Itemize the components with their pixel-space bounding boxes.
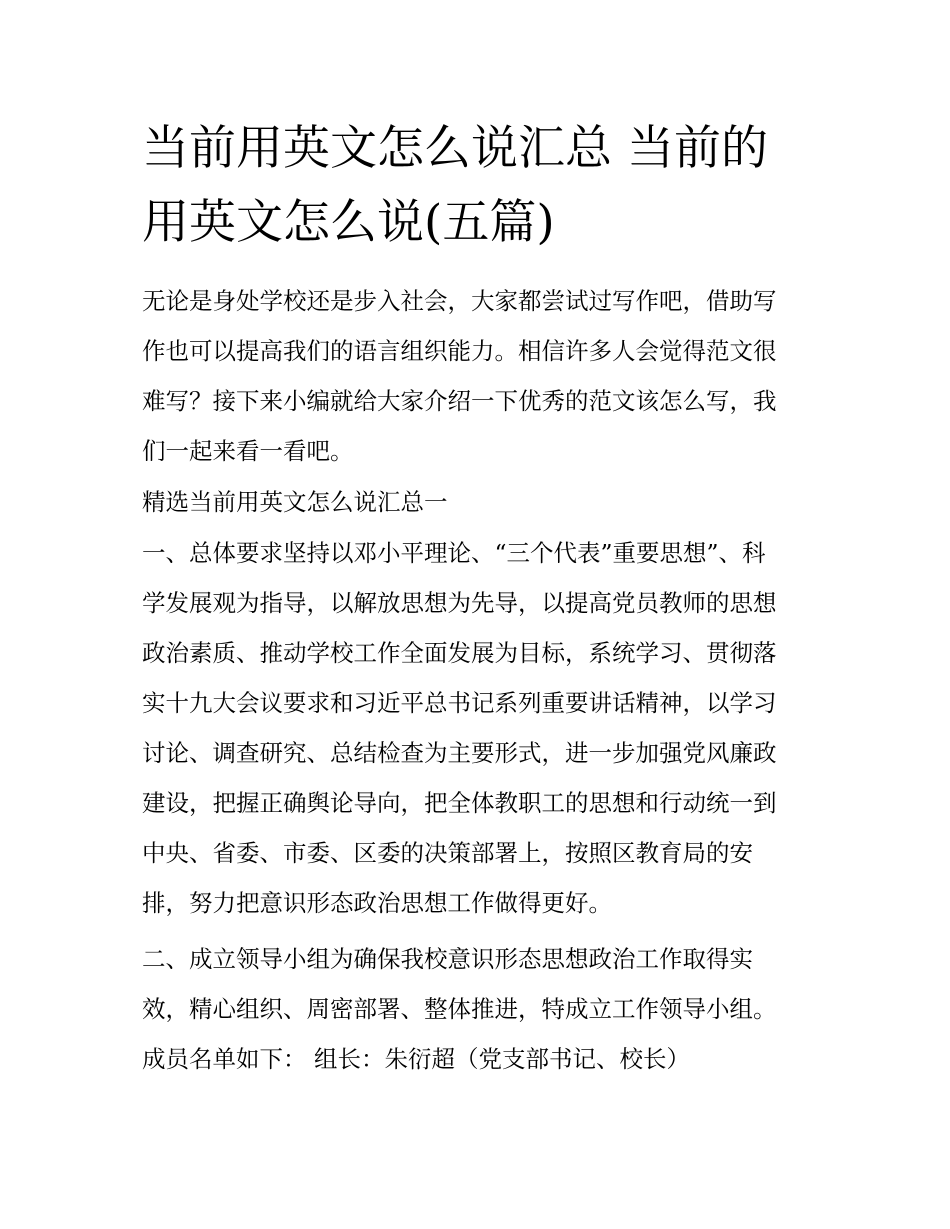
text-line: 中央、省委、市委、区委的决策部署上，按照区教育局的安 [142, 839, 753, 867]
text-line: 难写？接下来小编就给大家介绍一下优秀的范文该怎么写，我 [142, 387, 777, 415]
text-line: 政治素质、推动学校工作全面发展为目标，系统学习、贯彻落 [142, 639, 777, 667]
text-line: 排，努力把意识形态政治思想工作做得更好。 [142, 889, 612, 917]
text-line: 无论是身处学校还是步入社会，大家都尝试过写作吧，借助写 [142, 287, 777, 315]
paragraph-leadership-group [142, 934, 822, 1084]
text-line: 学发展观为指导，以解放思想为先导，以提高党员教师的思想 [142, 589, 777, 617]
text-line: 成员名单如下： 组长：朱衍超（党支部书记、校长） [142, 1045, 690, 1073]
intro-paragraph [142, 276, 822, 476]
document-title [142, 112, 822, 260]
text-line: 们一起来看一看吧。 [142, 437, 354, 465]
title-line: 当前用英文怎么说汇总 当前的 [142, 121, 768, 176]
text-line: 作也可以提高我们的语言组织能力。相信许多人会觉得范文很 [142, 337, 777, 365]
text-line: 精选当前用英文怎么说汇总一 [142, 488, 448, 516]
text-line: 效，精心组织、周密部署、整体推进，特成立工作领导小组。 [142, 995, 777, 1023]
paragraph-general-requirements [142, 528, 822, 928]
text-line: 二、成立领导小组为确保我校意识形态思想政治工作取得实 [142, 945, 753, 973]
title-line: 用英文怎么说(五篇) [142, 195, 555, 250]
section-heading [142, 477, 822, 527]
text-line: 一、总体要求坚持以邓小平理论、“三个代表”重要思想”、科 [142, 539, 766, 567]
text-line: 实十九大会议要求和习近平总书记系列重要讲话精神，以学习 [142, 689, 777, 717]
text-line: 建设，把握正确舆论导向，把全体教职工的思想和行动统一到 [142, 789, 777, 817]
text-line: 讨论、调查研究、总结检查为主要形式，进一步加强党风廉政 [142, 739, 777, 767]
